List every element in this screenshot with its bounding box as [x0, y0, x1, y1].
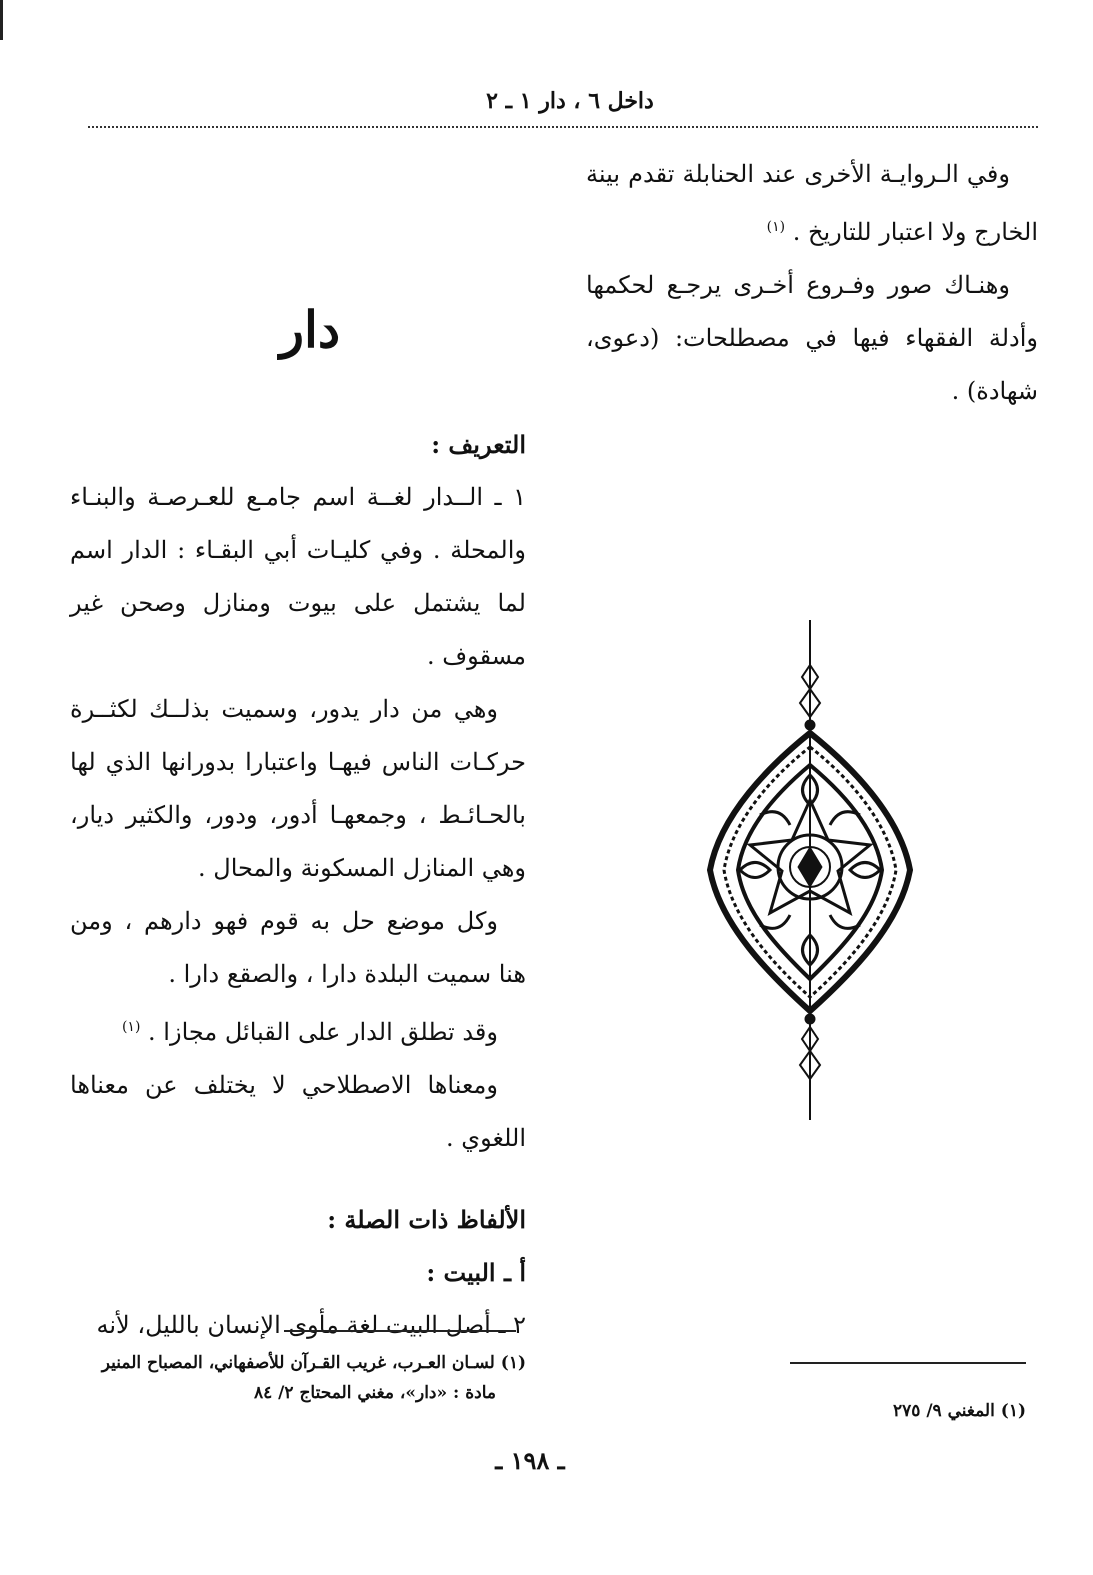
- related-terms-heading: الألفاظ ذات الصلة :: [327, 1205, 526, 1234]
- paragraph-1: ١ ـ الــدار لغــة اسم جامـع للعـرصـة والبنـاء والمحلة . وفي كليـات أبي البقـاء : الدار اسم لما يشتمل على بيوت ومنازل وصحن غير مسقوف .: [70, 483, 526, 670]
- footnote-right: (١) المغني ٩/ ٢٧٥: [893, 1401, 1026, 1421]
- footnote-rule-right: [790, 1362, 1026, 1364]
- running-header: داخل ٦ ، دار ١ ـ ٢: [486, 88, 654, 114]
- paragraph-5: ومعناها الاصطلاحي لا يختلف عن معناها اللغوي .: [70, 1071, 526, 1152]
- paragraph-2: وهي من دار يدور، وسميت بذلــك لكثــرة حركـات الناس فيهـا واعتبارا بدورانها الذي لها بالحـائـط ، وجمعهـا أدور، ودور، والكثير ديار، وهي المنازل المسكونة والمحال .: [70, 695, 526, 882]
- footnote-left-line-1: (١) لسـان العـرب، غريب القـرآن للأصفهاني، المصباح المنير: [101, 1353, 526, 1373]
- scan-edge-mark: [0, 0, 3, 40]
- footnote-left-line-2: مادة : «دار»، مغني المحتاج ٢/ ٨٤: [253, 1383, 496, 1403]
- right-paragraph-1: وفي الـروايـة الأخرى عند الحنابلة تقدم بينة الخارج ولا اعتبار للتاريخ . $^{(١)}$: [586, 160, 1038, 246]
- right-paragraph-2: وهنـاك صور وفـروع أخـرى يرجـع لحكمها وأدلة الفقهاء فيها في مصطلحات: (دعوى، شهادة) .: [586, 271, 1038, 405]
- paragraph-6: ٢ ـ أصل البيت لغة مأوى الإنسان بالليل، لأنه: [96, 1311, 526, 1339]
- definition-heading: التعريف :: [431, 430, 526, 459]
- entry-title: دار: [279, 300, 341, 359]
- footnote-ref: (١): [766, 219, 786, 235]
- subheading-bayt: أ ـ البيت :: [426, 1258, 526, 1287]
- left-column: [70, 418, 526, 1352]
- paragraph-4: وقد تطلق الدار على القبائل مجازا . $^{(١)}$: [121, 1018, 498, 1046]
- page-number: ـ ١٩٨ ـ: [495, 1446, 565, 1475]
- right-column: [586, 148, 1038, 418]
- islamic-arabesque-ornament-icon: [700, 615, 920, 1125]
- header-dotted-rule: [88, 126, 1038, 128]
- footnote-ref: (١): [121, 1019, 141, 1035]
- paragraph-3: وكل موضع حل به قوم فهو دارهم ، ومن هنا سميت البلدة دارا ، والصقع دارا .: [70, 907, 526, 988]
- footnote-rule-left: [284, 1330, 516, 1332]
- footnote-left: [60, 1348, 526, 1408]
